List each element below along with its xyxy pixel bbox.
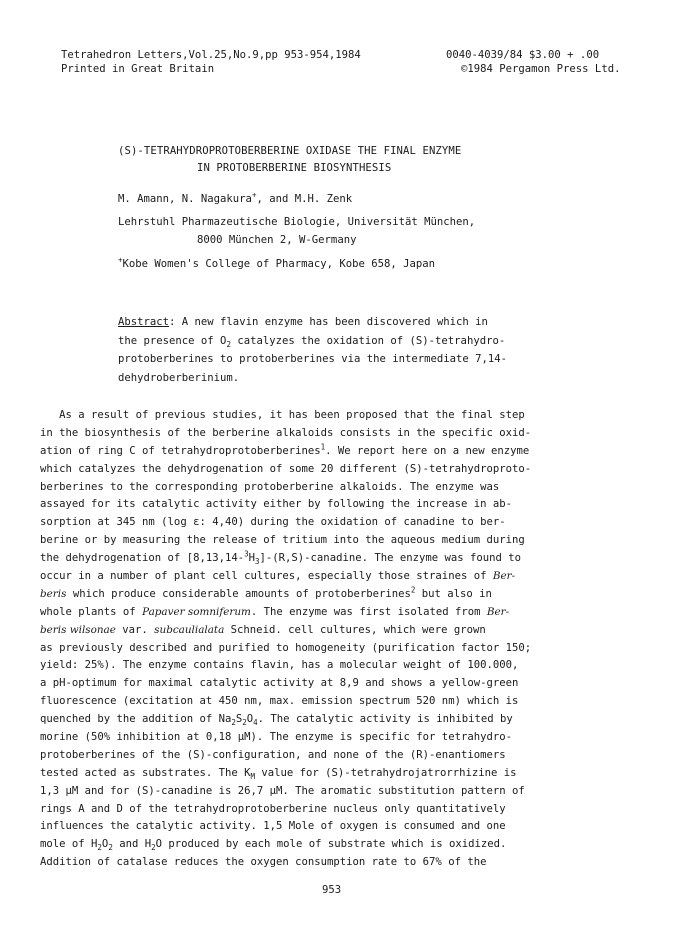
body-line: rings A and D of the tetrahydroprotoberberine nucleus only quantitatively [40, 802, 506, 815]
body-line: berine or by measuring the release of tritium into the aqueous medium during [40, 534, 525, 547]
body-line: beris wilsonae var. subcaulialata Schneid. cell cultures, which were grown [40, 623, 486, 636]
body-line: ation of ring C of tetrahydroprotoberberines$^1$. We report here on a new enzyme [40, 442, 530, 457]
body-line: occur in a number of plant cell cultures, especially those straines of Ber- [40, 570, 516, 583]
author-names: M. Amann, N. Nagakura [118, 193, 252, 205]
body-line: As a result of previous studies, it has been proposed that the final step [40, 409, 525, 421]
title-line-1: (S)-TETRAHYDROPROTOBERBERINE OXIDASE THE FINAL ENZYME [118, 145, 462, 157]
body-line: 1,3 µM and for (S)-canadine is 26,7 µM. The aromatic substitution pattern of [40, 784, 525, 797]
species-name: Papaver somniferum [142, 605, 251, 618]
body-line: whole plants of Papaver somniferum. The enzyme was first isolated from Ber- [40, 605, 510, 618]
abstract-line-1: Abstract: A new flavin enzyme has been discovered which in [118, 316, 488, 328]
affiliation-mark: + [251, 190, 257, 200]
species-name: beris wilsonae [40, 623, 116, 636]
page-number: 953 [322, 884, 342, 896]
abstract [118, 313, 507, 387]
body-line: berberines to the corresponding protoberberine alkaloids. The enzyme was [40, 480, 500, 493]
body-line: influences the catalytic activity. 1,5 Mole of oxygen is consumed and one [40, 820, 506, 833]
body-line: a pH-optimum for maximal catalytic activity at 8,9 and shows a yellow-green [40, 677, 519, 690]
reference-mark: 1 [320, 442, 326, 452]
body-line: morine (50% inhibition at 0,18 µM). The enzyme is specific for tetrahydro- [40, 731, 512, 744]
author-names-2: , and M.H. Zenk [256, 193, 353, 205]
body-line: sorption at 345 nm (log ε: 4,40) during the oxidation of canadine to ber- [40, 516, 506, 529]
abstract-label: Abstract [118, 316, 170, 328]
body-line: assayed for its catalytic activity either by following the increase in ab- [40, 498, 512, 511]
body-line: as previously described and purified to homogeneity (purification factor 150; [40, 641, 532, 654]
printed-in: Printed in Great Britain [61, 63, 215, 75]
body-line: quenched by the addition of $Na_2S_2O_4$. The catalytic activity is inhibited by [40, 713, 513, 728]
body-line: Addition of catalase reduces the oxygen consumption rate to 67% of the [40, 856, 487, 869]
abstract-line-3: protoberberines to protoberberines via the intermediate 7,14- [118, 353, 508, 365]
authors [118, 190, 352, 208]
body-line: protoberberines of the (S)-configuration, and none of the (R)-enantiomers [40, 748, 506, 761]
body-line: mole of $H_2O_2$ and $H_2O$ produced by each mole of substrate which is oxidized. [40, 838, 507, 853]
issn-price: 0040-4039/84 $3.00 + .00 [446, 49, 600, 61]
body-line: yield: 25%). The enzyme contains flavin, has a molecular weight of 100.000, [40, 659, 519, 672]
affiliation-line-2: 8000 München 2, W-Germany [197, 234, 357, 246]
kobe-mark: + [118, 255, 123, 265]
copyright: ©1984 Pergamon Press Ltd. [461, 63, 621, 75]
body-line: in the biosynthesis of the berberine alkaloids consists in the specific oxid- [40, 426, 532, 439]
abstract-line-2: the presence of $O_2$ catalyzes the oxidation of (S)-tetrahydro- [118, 334, 506, 349]
title-line-2: IN PROTOBERBERINE BIOSYNTHESIS [197, 162, 392, 174]
kobe-text: Kobe Women's College of Pharmacy, Kobe 658, Japan [122, 258, 436, 270]
body-line: the dehydrogenation of $[8,13,14-^3H_3]-(R,S)$-canadine. The enzyme was found to [40, 550, 522, 567]
journal-citation: Tetrahedron Letters,Vol.25,No.9,pp 953-954,1984 [61, 49, 361, 61]
body-line: fluorescence (excitation at 450 nm, max. emission spectrum 520 nm) which is [40, 695, 519, 708]
species-name: Ber- [492, 570, 516, 583]
species-name: beris [40, 587, 67, 600]
variety-name: subcaulialata [154, 623, 225, 636]
affiliation-kobe [118, 255, 435, 273]
body-line: tested acted as substrates. The $K_M$ value for (S)-tetrahydrojatrorrhizine is [40, 766, 517, 781]
body-text [40, 407, 660, 872]
abstract-line-4: dehydroberberinium. [118, 371, 240, 384]
body-line: beris which produce considerable amounts of protoberberines$^2$ but also in [40, 585, 492, 600]
affiliation-line-1: Lehrstuhl Pharmazeutische Biologie, Universität München, [118, 216, 476, 228]
species-name: Ber- [486, 605, 510, 618]
body-line: which catalyzes the dehydrogenation of some 20 different (S)-tetrahydroproto- [40, 462, 532, 475]
reference-mark: 2 [410, 585, 416, 595]
